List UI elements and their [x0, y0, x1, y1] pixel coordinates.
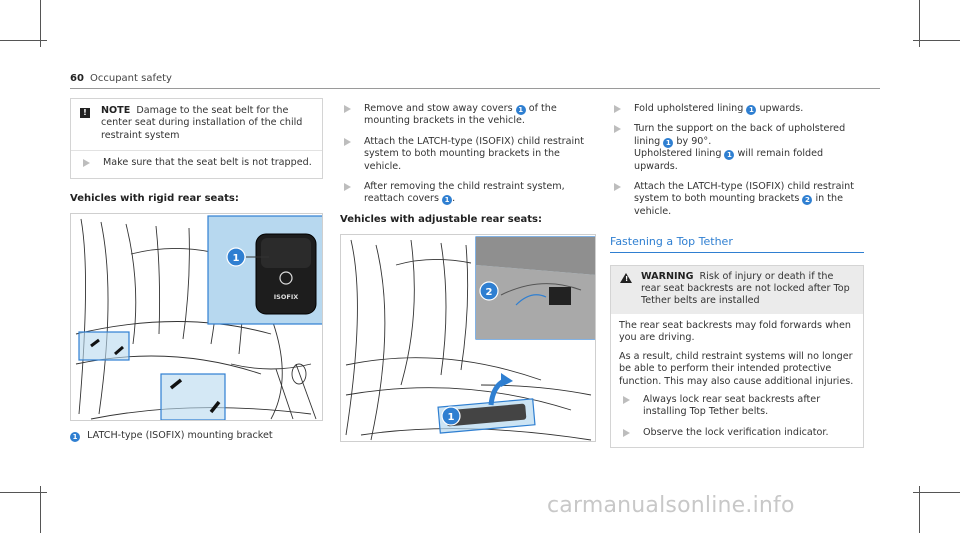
step-text: Always lock rear seat backrests after installing Top Tether belts. — [643, 393, 821, 418]
arrow-right-icon — [344, 183, 351, 191]
isofix-label: ISOFIX — [273, 293, 299, 302]
callout-badge: 1 — [746, 105, 756, 115]
step-text: Attach the LATCH-type (ISOFIX) child restraint system to both mounting brackets in the vehicle. — [364, 135, 585, 172]
warning-triangle-icon — [620, 273, 632, 283]
rigid-seat-drawing — [71, 214, 323, 421]
step-attach — [340, 136, 596, 173]
step-text: will remain folded upwards. — [634, 148, 824, 172]
step-text: After removing the child restraint system, reattach covers — [364, 181, 565, 205]
note-header — [71, 99, 322, 151]
column-middle — [340, 103, 596, 442]
callout-1: 1 — [232, 253, 240, 265]
note-text: Damage to the seat belt for the center seat during installation of the child restraint system — [101, 105, 303, 141]
column-left — [70, 98, 323, 442]
warning-text: Risk of injury or death if the rear seat backrests are not locked after Top Tether belts are installed — [641, 270, 850, 307]
note-step-text: Make sure that the seat belt is not trapped. — [103, 157, 312, 169]
note-step — [79, 157, 314, 169]
crop-mark — [40, 486, 41, 533]
adjustable-seat-illustration — [340, 234, 596, 442]
crop-mark — [919, 486, 920, 533]
step-remove-covers — [340, 103, 596, 128]
callout-2: 2 — [485, 287, 493, 299]
adjustable-seats-heading: Vehicles with adjustable rear seats: — [340, 213, 543, 225]
callout-badge: 1 — [516, 105, 526, 115]
warning-box — [610, 265, 864, 448]
note-box — [70, 98, 323, 179]
callout-1: 1 — [447, 412, 455, 424]
column-right — [610, 103, 864, 448]
step-text: Remove and stow away covers — [364, 103, 513, 114]
watermark: carmanualsonline.info — [547, 493, 795, 518]
step-text: Turn the support on the back of upholstered lining — [634, 123, 846, 147]
adjustable-seat-drawing — [341, 235, 596, 442]
warning-body — [611, 314, 863, 447]
step-text: in the vehicle. — [634, 193, 844, 217]
arrow-right-icon — [83, 159, 90, 167]
step-text: of the mounting brackets in the vehicle. — [364, 103, 557, 127]
warning-paragraph: The rear seat backrests may fold forwards when you are driving. — [619, 319, 851, 344]
step-text: upwards. — [759, 103, 804, 114]
note-body — [71, 151, 322, 177]
step-text: Attach the LATCH-type (ISOFIX) child restraint system to both mounting brackets — [634, 181, 855, 205]
arrow-right-icon — [623, 396, 630, 404]
arrow-right-icon — [614, 125, 621, 133]
callout-badge: 1 — [442, 195, 452, 205]
callout-badge: 1 — [70, 432, 80, 442]
caption-text: LATCH-type (ISOFIX) mounting bracket — [87, 430, 273, 442]
page-number: 60 — [70, 73, 84, 84]
exclamation-icon: ! — [80, 108, 90, 118]
step-text: . — [452, 193, 456, 205]
arrow-right-icon — [344, 138, 351, 146]
figure-caption — [70, 430, 323, 442]
note-label: NOTE — [101, 105, 131, 116]
step-reattach — [340, 181, 596, 206]
rigid-seat-illustration — [70, 213, 323, 421]
step-turn-support — [610, 123, 864, 173]
crop-mark — [919, 0, 920, 47]
callout-badge: 1 — [663, 138, 673, 148]
warning-step — [619, 427, 855, 439]
step-text: Observe the lock verification indicator. — [643, 426, 829, 438]
callout-badge: 1 — [724, 150, 734, 160]
callout-badge: 2 — [802, 195, 812, 205]
step-attach-brackets — [610, 181, 864, 218]
crop-mark — [913, 40, 960, 41]
arrow-right-icon — [614, 105, 621, 113]
crop-mark — [40, 0, 41, 47]
warning-header — [611, 266, 863, 314]
arrow-right-icon — [614, 183, 621, 191]
section-title: Occupant safety — [90, 73, 172, 84]
warning-label: WARNING — [641, 270, 694, 282]
arrow-right-icon — [623, 429, 630, 437]
step-fold-lining — [610, 103, 864, 115]
step-text: by 90°. — [676, 135, 712, 147]
warning-paragraph: As a result, child restraint systems will no longer be able to perform their intended protective function. This may also cause additional injuries. — [619, 350, 854, 387]
warning-icon-glyph: ! — [625, 274, 629, 283]
crop-mark — [913, 492, 960, 493]
page-header — [70, 73, 880, 89]
arrow-right-icon — [344, 105, 351, 113]
rigid-seats-heading: Vehicles with rigid rear seats: — [70, 192, 239, 204]
warning-step — [619, 394, 855, 419]
top-tether-heading: Fastening a Top Tether — [610, 236, 864, 252]
step-text: Upholstered lining — [634, 148, 722, 160]
step-text: Fold upholstered lining — [634, 103, 744, 114]
